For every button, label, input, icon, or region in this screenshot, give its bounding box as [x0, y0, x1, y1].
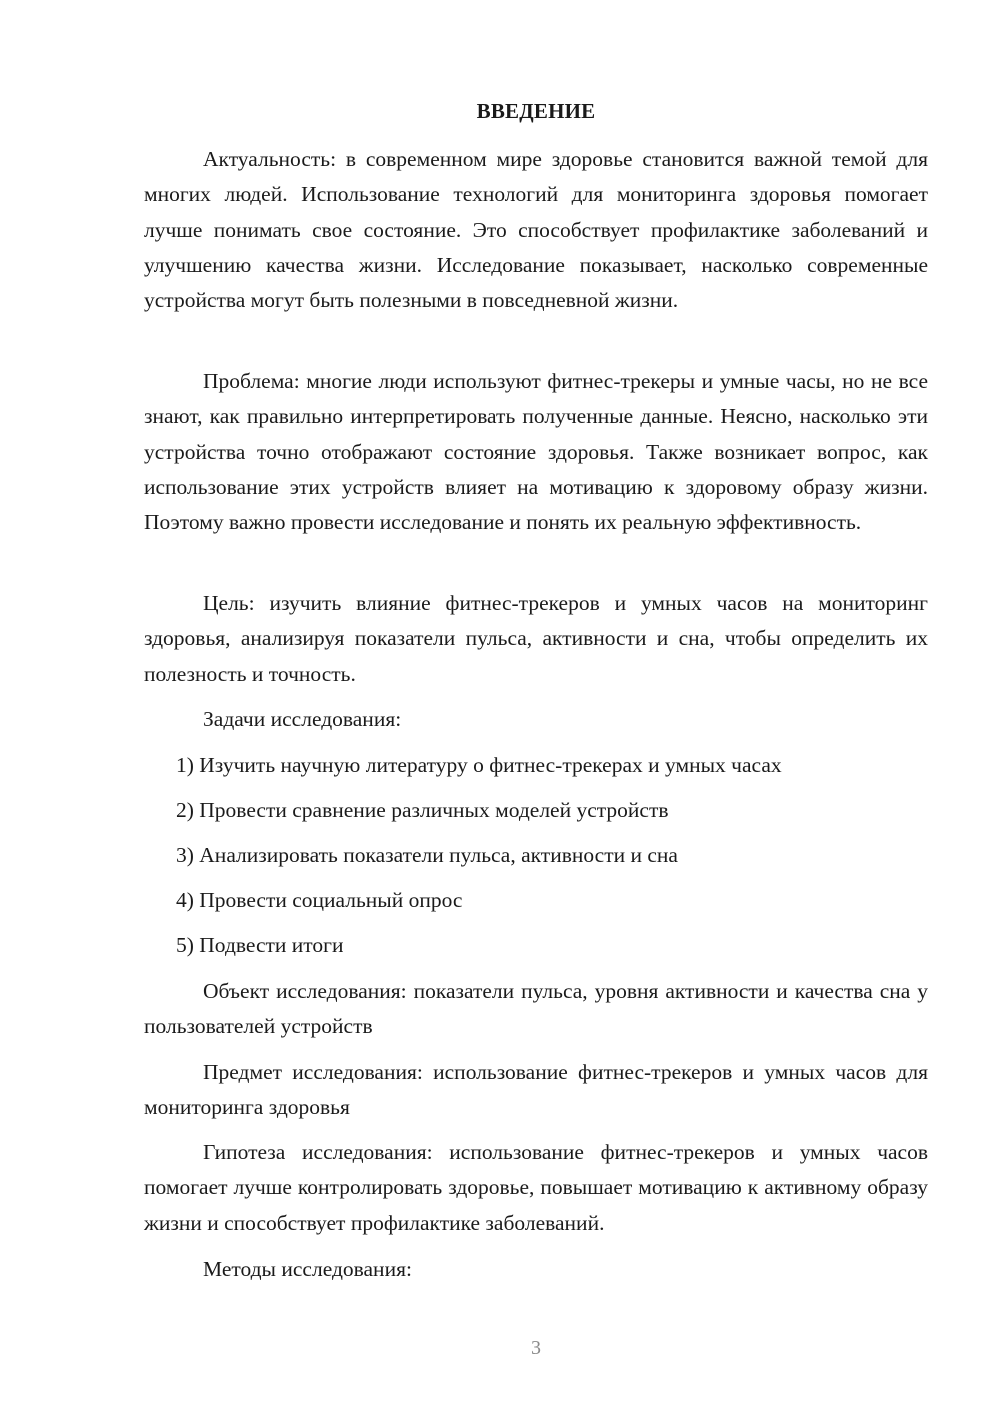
paragraph-goal: Цель: изучить влияние фитнес-трекеров и умных часов на мониторинг здоровья, анализируя показатели пульса, активности и сна, чтобы определить их полезность и точность.: [144, 591, 928, 686]
methods-heading: Методы исследования:: [203, 1257, 412, 1281]
page-title: ВВЕДЕНИЕ: [476, 99, 596, 123]
list-item: 4) Провести социальный опрос: [176, 888, 463, 912]
paragraph-relevance: Актуальность: в современном мире здоровье становится важной темой для многих людей. Использование технологий для мониторинга здоровья помогает лучше понимать свое состояние. Это способствует профилактике заболеваний и улучшению качества жизни. Исследование показывает, насколько современные устройства могут быть полезными в повседневной жизни.: [144, 147, 928, 313]
list-item: 3) Анализировать показатели пульса, активности и сна: [176, 843, 678, 867]
paragraph-problem: Проблема: многие люди используют фитнес-трекеры и умные часы, но не все знают, как правильно интерпретировать полученные данные. Неясно, насколько эти устройства точно отображают состояние здоровья. Также возникает вопрос, как использование этих устройств влияет на мотивацию к здоровому образу жизни. Поэтому важно провести исследование и понять их реальную эффективность.: [144, 369, 928, 535]
list-item: 2) Провести сравнение различных моделей устройств: [176, 798, 669, 822]
tasks-heading: Задачи исследования:: [203, 707, 402, 731]
list-item: 1) Изучить научную литературу о фитнес-трекерах и умных часах: [176, 753, 782, 777]
paragraph-hypothesis: Гипотеза исследования: использование фитнес-трекеров и умных часов помогает лучше контролировать здоровье, повышает мотивацию к активному образу жизни и способствует профилактике заболеваний.: [144, 1140, 928, 1235]
paragraph-subject: Предмет исследования: использование фитнес-трекеров и умных часов для мониторинга здоровья: [144, 1060, 928, 1120]
page-number: 3: [531, 1337, 541, 1359]
paragraph-object: Объект исследования: показатели пульса, уровня активности и качества сна у пользователей устройств: [144, 979, 928, 1039]
list-item: 5) Подвести итоги: [176, 933, 344, 957]
